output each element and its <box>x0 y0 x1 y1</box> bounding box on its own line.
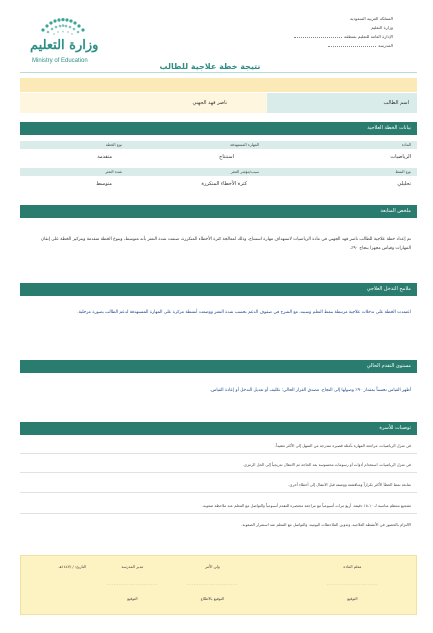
severity-header: شدة التعثر <box>105 169 122 174</box>
recommendations-section-header: توصيات للأسرة <box>20 422 417 435</box>
recommendation-item: الالتزام بالحضور في الأنشطة العلاجية، وتدوين الملاحظات اليومية، والتواصل مع المعلم عند استمرار الصعوبة. <box>241 522 411 527</box>
teacher-signature-block <box>327 564 378 601</box>
teacher-signature-label: التوقيع <box>347 596 358 601</box>
header-line-kingdom: المملكة العربية السعودية <box>350 16 393 21</box>
ministry-logo <box>18 16 108 72</box>
pattern-type-header: نوع النمط <box>395 169 411 174</box>
difficulty-cause-header: سبب/مؤشر التعثر <box>230 169 259 174</box>
pattern-type-value: تحليلي <box>397 181 411 187</box>
followup-text: تم إعداد خطة علاجية للطالب ناصر فهد الجهني في مادة الرياضيات لاستهداف مهارة استنتاج، وذلك لمعالجة كثرة الأخطاء المتكررة، صنفت شدة التعثر بأنه متوسط، وبنوع الخطة متقدمة وبتركيز الخطة على إتقان المهارات وقياس مجهزا بنجاح ٩٠٪. <box>40 237 411 251</box>
recommendation-divider <box>20 453 417 454</box>
recommendation-item: تشجيع منتظم مناسبة لـ ١٠-١٥ دقيقة، أربع مرات أسبوعياً مع مراجعة مختصرة للتقدم أسبوعياً والتواصل مع المعلم عند ملاحظة صعوبة. <box>201 503 411 508</box>
recommendation-item: في منزل الرياضيات، مراجعة المهارة بأمثلة قصيرة متدرجة من السهل إلى الأكثر تعقيداً. <box>274 443 411 448</box>
ministry-header <box>263 14 393 50</box>
plan-section-header: بيانات الخطة العلاجية <box>20 122 417 135</box>
principal-name-line: .............................. <box>106 581 158 586</box>
guardian-label: ولي الأمر <box>205 564 220 569</box>
plan-type-header: نوع الخطة <box>105 142 122 147</box>
plan-subheader-1 <box>20 141 417 149</box>
date-label: التاريخ: / /١٤٤٧هـ <box>58 564 86 569</box>
recommendation-divider <box>20 513 417 514</box>
subject-header: المادة <box>401 142 411 147</box>
recommendation-divider <box>20 472 417 473</box>
student-name-value: ناصر فهد الجهني <box>192 100 227 106</box>
header-line-directorate: الإدارة العامة للتعليم بمنطقة <box>263 32 393 41</box>
page-title: نتيجة خطة علاجية للطالب <box>159 62 261 71</box>
plan-values-row-1 <box>20 151 417 164</box>
plan-type-value: متقدمة <box>97 154 112 160</box>
guardian-signature-block <box>187 564 238 601</box>
severity-value: متوسط <box>96 181 112 187</box>
logo-mark-icon <box>40 16 86 38</box>
principal-label: مدير المدرسة <box>121 564 144 569</box>
signature-footer <box>20 555 417 615</box>
recommendation-item: في منزل الرياضيات، استخدام أدوات أو رسومات محسوسة بعد الحاجة ثم الانتقال تدريجياً إلى الحل الرمزي. <box>242 462 411 467</box>
recommendation-divider <box>20 492 417 493</box>
header-line-ministry: وزارة التعليم <box>371 25 393 30</box>
logo-english-text: Ministry of Education <box>32 58 88 64</box>
progress-text: أظهر القياس تحسناً بمقدار ٩٠٪ وصولها إلى النجاح. مصدق القرار الحالي: تكليف أو تعديل التدخل أو إعادة القياس. <box>209 388 411 393</box>
guardian-name-line: .............................. <box>186 581 238 586</box>
title-divider <box>20 72 417 73</box>
plan-values-row-2 <box>20 178 417 191</box>
guardian-signature-label: التوقيع بالاطلاع <box>200 596 225 601</box>
recommendation-item: متابعة نمط الخطأ الأكثر تكراراً ومناقشته ووصفه قبل الانتقال إلى أخطاء أخرى. <box>288 482 411 487</box>
treatment-text: اعتمدت الخطة على تدخلات علاجية مرتبطة بنمط التعلم وسببه، مع الشرح في صفوف الدعم بحسب شدة التعثر ووضعت أنشطة مركزة على المهارة المستهدفة لدعم الطالب بصورة مرحلية. <box>77 310 411 315</box>
plan-subheader-2 <box>20 168 417 176</box>
target-skill-header: المهارة المستهدفة <box>230 142 259 147</box>
target-skill-value: استنتاج <box>219 154 234 160</box>
subject-value: الرياضيات <box>390 154 411 160</box>
treatment-section-header: ملامح التدخل العلاجي <box>20 283 417 296</box>
principal-signature-label: التوقيع <box>127 596 138 601</box>
student-name-label: اسم الطالب <box>267 93 417 113</box>
date-block <box>59 564 86 569</box>
principal-signature-block <box>107 564 158 601</box>
difficulty-cause-value: كثرة الأخطاء المتكررة <box>201 181 247 187</box>
logo-arabic-text: وزارة التعليم <box>30 38 99 53</box>
header-line-school: المدرسة <box>263 41 393 50</box>
top-accent-bar <box>20 78 417 92</box>
student-name-row <box>20 93 417 113</box>
followup-section-header: ملخص المتابعة <box>20 205 417 218</box>
teacher-label: معلم المادة <box>343 564 362 569</box>
teacher-name-line: .............................. <box>326 581 378 586</box>
progress-section-header: مستوى التقدم الحالي <box>20 360 417 373</box>
